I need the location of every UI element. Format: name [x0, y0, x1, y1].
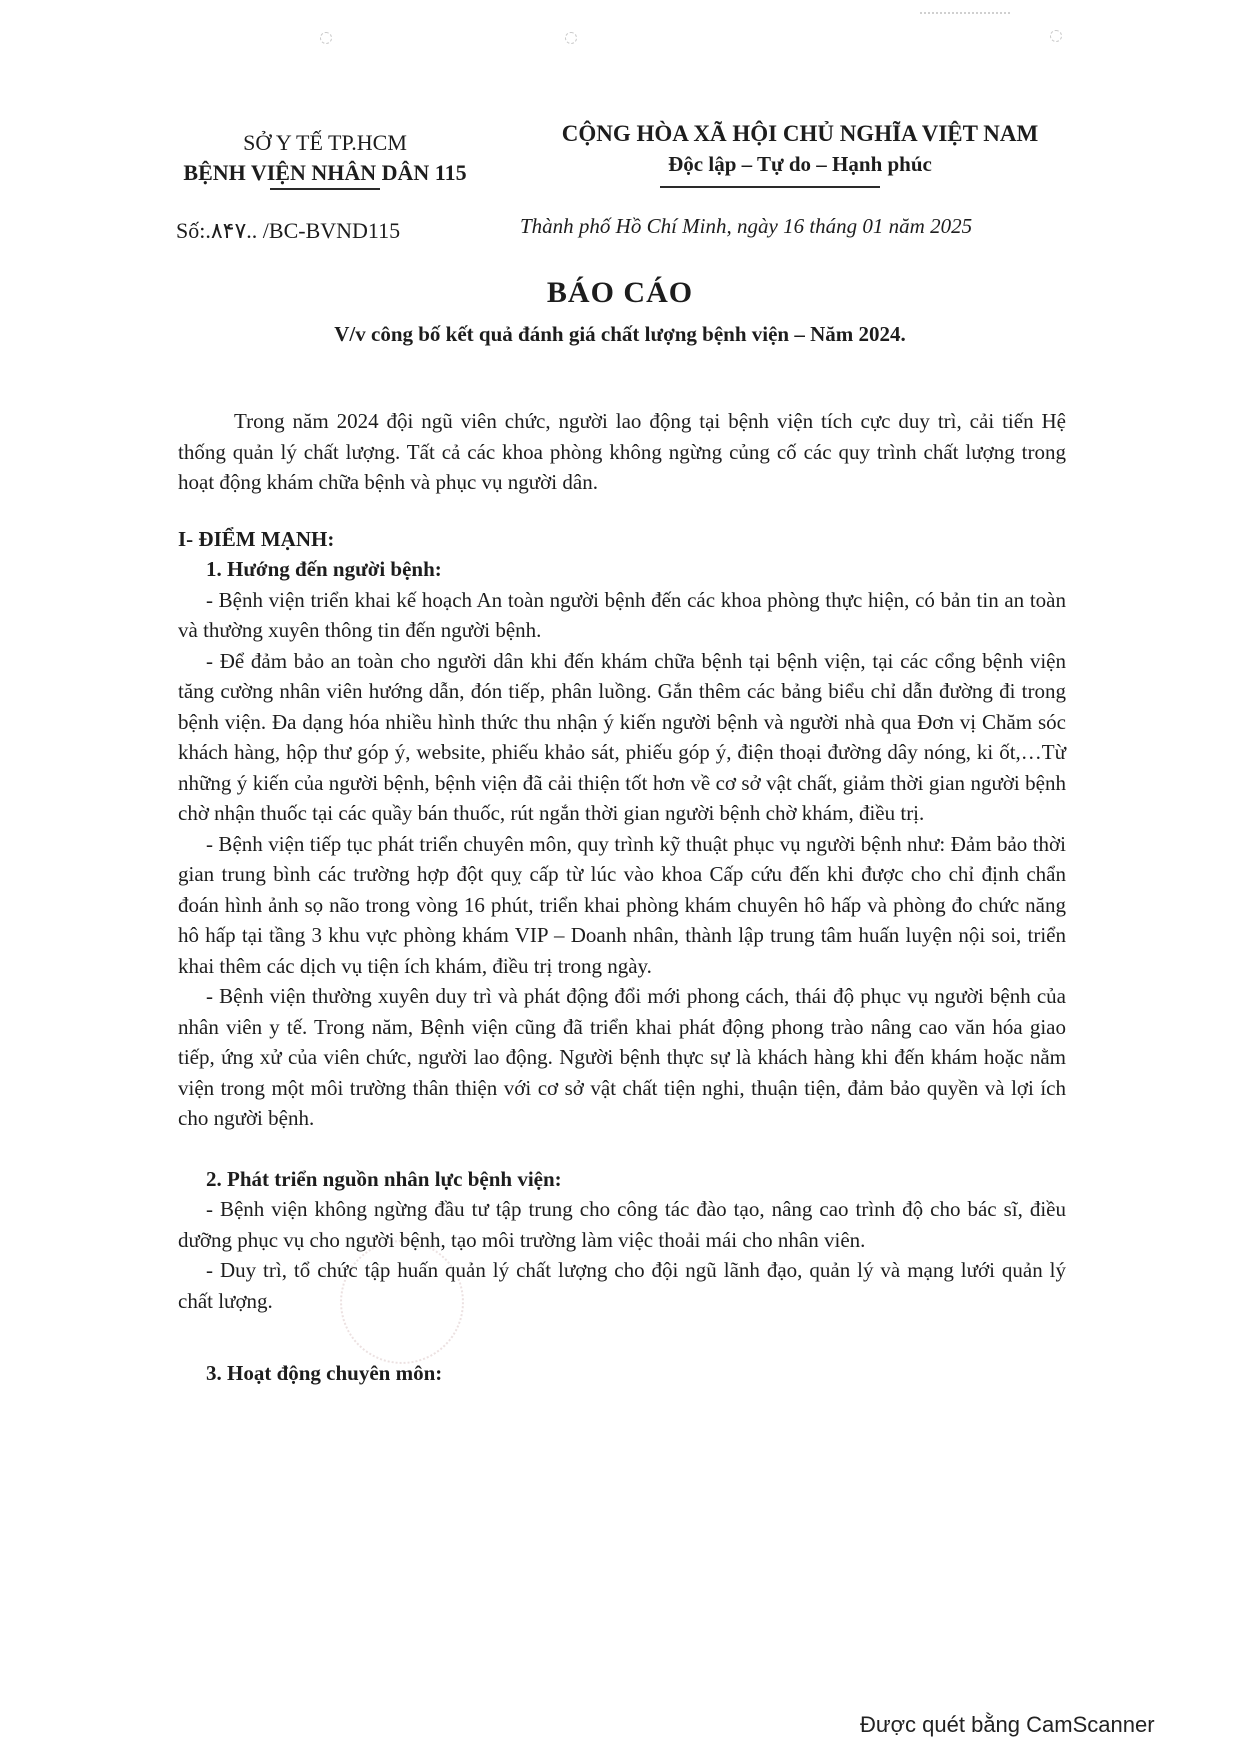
national-motto: Độc lập – Tự do – Hạnh phúc	[668, 152, 932, 176]
document-number: Số:.۸۴۷.. /BC-BVND115	[176, 218, 401, 243]
motto-underline	[660, 186, 880, 188]
section-heading: I- ĐIỂM MẠNH:	[178, 526, 335, 551]
paragraph: - Bệnh viện thường xuyên duy trì và phát động đổi mới phong cách, thái độ phục vụ người bệnh của nhân viên y tế. Trong năm, Bệnh viện cũng đã triển khai phát động phong trào nâng cao văn hóa giao tiếp, ứng xử của viên chức, người lao động. Người bệnh thực sự là khách hàng khi đến khám hoặc nằm viện trong một môi trường thân thiện với cơ sở vật chất tiện nghi, thuận tiện, đảm bảo quyền và lợi ích cho người bệnh.	[178, 984, 1066, 1130]
scan-speck	[1050, 30, 1062, 42]
paragraph: - Bệnh viện không ngừng đầu tư tập trung cho công tác đào tạo, nâng cao trình độ cho bác sĩ, điều dưỡng phục vụ cho người bệnh, tạo môi trường làm việc thoải mái cho nhân viên.	[178, 1197, 1066, 1252]
scanner-watermark: Được quét bằng CamScanner	[860, 1712, 1155, 1737]
subsection-heading: 3. Hoạt động chuyên môn:	[206, 1361, 443, 1385]
issuer-block	[150, 128, 500, 188]
paragraph: - Để đảm bảo an toàn cho người dân khi đến khám chữa bệnh tại bệnh viện, tại các cổng bệnh viện tăng cường nhân viên hướng dẫn, đón tiếp, phân luồng. Gắn thêm các bảng biểu chỉ dẫn đường đi trong bệnh viện. Đa dạng hóa nhiều hình thức thu nhận ý kiến người bệnh và người nhà qua Đơn vị Chăm sóc khách hàng, hộp thư góp ý, website, phiếu khảo sát, phiếu góp ý, điện thoại đường dây nóng, ki ốt,…Từ những ý kiến của người bệnh, bệnh viện đã cải thiện tốt hơn về cơ sở vật chất, giảm thời gian người bệnh chờ nhận thuốc tại các quầy bán thuốc, rút ngắn thời gian người bệnh chờ khám, điều trị.	[178, 648, 1066, 825]
paragraph: - Bệnh viện tiếp tục phát triển chuyên môn, quy trình kỹ thuật phục vụ người bệnh như: Đảm bảo thời gian trung bình các trường hợp đột quỵ cấp từ lúc vào khoa Cấp cứu đến khi được cho chỉ định chẩn đoán hình ảnh sọ não trong vòng 16 phút, triển khai phòng khám chuyên hô hấp và phòng đo chức năng hô hấp tại tầng 3 khu vực phòng khám VIP – Doanh nhân, thành lập trung tâm huấn luyện nội soi, triển khai thêm các dịch vụ tiện ích khám, điều trị trong ngày.	[178, 831, 1066, 978]
scan-artifact-line	[920, 12, 1010, 14]
paragraph: - Duy trì, tổ chức tập huấn quản lý chất lượng cho đội ngũ lãnh đạo, quản lý và mạng lưới quản lý chất lượng.	[178, 1258, 1066, 1313]
issuer-underline	[270, 188, 380, 190]
place-and-date: Thành phố Hồ Chí Minh, ngày 16 tháng 01 năm 2025	[520, 214, 973, 238]
scan-speck	[320, 32, 332, 44]
document-body	[178, 406, 1066, 1389]
republic-name: CỘNG HÒA XÃ HỘI CHỦ NGHĨA VIỆT NAM	[561, 121, 1039, 146]
paragraph: - Bệnh viện triển khai kế hoạch An toàn người bệnh đến các khoa phòng thực hiện, có bản tin an toàn và thường xuyên thông tin đến người bệnh.	[178, 587, 1066, 642]
agency-name: SỞ Y TẾ TP.HCM	[243, 130, 407, 155]
document-subtitle: V/v công bố kết quả đánh giá chất lượng bệnh viện – Năm 2024.	[334, 322, 906, 346]
intro-paragraph: Trong năm 2024 đội ngũ viên chức, người lao động tại bệnh viện tích cực duy trì, cải tiến Hệ thống quản lý chất lượng. Tất cả các khoa phòng không ngừng củng cố các quy trình chất lượng trong hoạt động khám chữa bệnh và phục vụ người dân.	[178, 409, 1066, 494]
subsection-heading: 2. Phát triển nguồn nhân lực bệnh viện:	[206, 1166, 562, 1191]
hospital-name: BỆNH VIỆN NHÂN DÂN 115	[183, 160, 467, 185]
document-title: BÁO CÁO	[546, 276, 694, 309]
national-header	[540, 118, 1060, 180]
subsection-heading: 1. Hướng đến người bệnh:	[206, 557, 442, 581]
scan-speck	[565, 32, 577, 44]
